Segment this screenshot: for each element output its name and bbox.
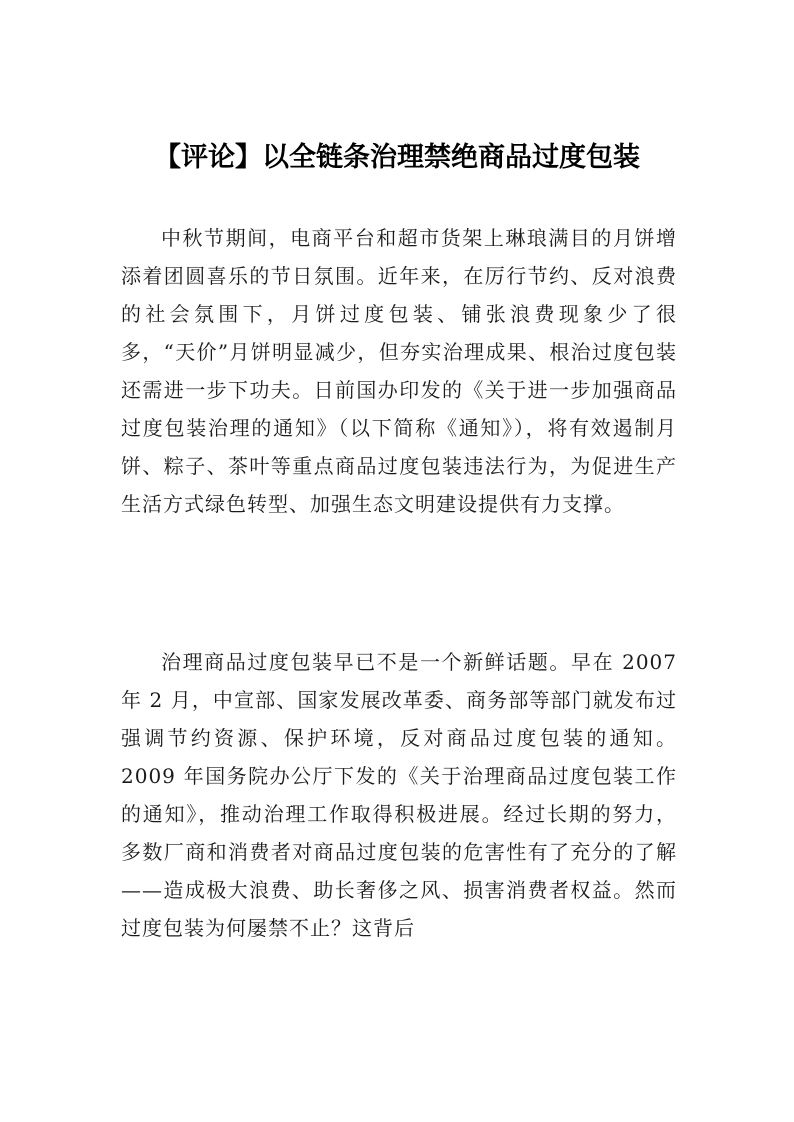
paragraph: 中秋节期间，电商平台和超市货架上琳琅满目的月饼增添着团圆喜乐的节日氛围。近年来，在厉行节约、反对浪费的社会氛围下，月饼过度包装、铺张浪费现象少了很多，“天价”月饼明显减少，但夯实治理成果、根治过度包装还需进一步下功夫。日前国办印发的《关于进一步加强商品过度包装治理的通知》（以下简称《通知》），将有效遏制月饼、粽子、茶叶等重点商品过度包装违法行为，为促进生产生活方式绿色转型、加强生态文明建设提供有力支撑。 bbox=[121, 226, 677, 516]
paragraph: 治理商品过度包装早已不是一个新鲜话题。早在 2007 年 2 月，中宣部、国家发展改革委、商务部等部门就发布过强调节约资源、保护环境，反对商品过度包装的通知。2009 年国务院办公厅下发的《关于治理商品过度包装工作的通知》，推动治理工作取得积极进展。经过长期的努力，多数厂商和消费者对商品过度包装的危害性有了充分的了解——造成极大浪费、助长奢侈之风、损害消费者权益。然而过度包装为何屡禁不止？这背后 bbox=[121, 650, 677, 940]
document-title: 【评论】以全链条治理禁绝商品过度包装 bbox=[154, 142, 640, 173]
